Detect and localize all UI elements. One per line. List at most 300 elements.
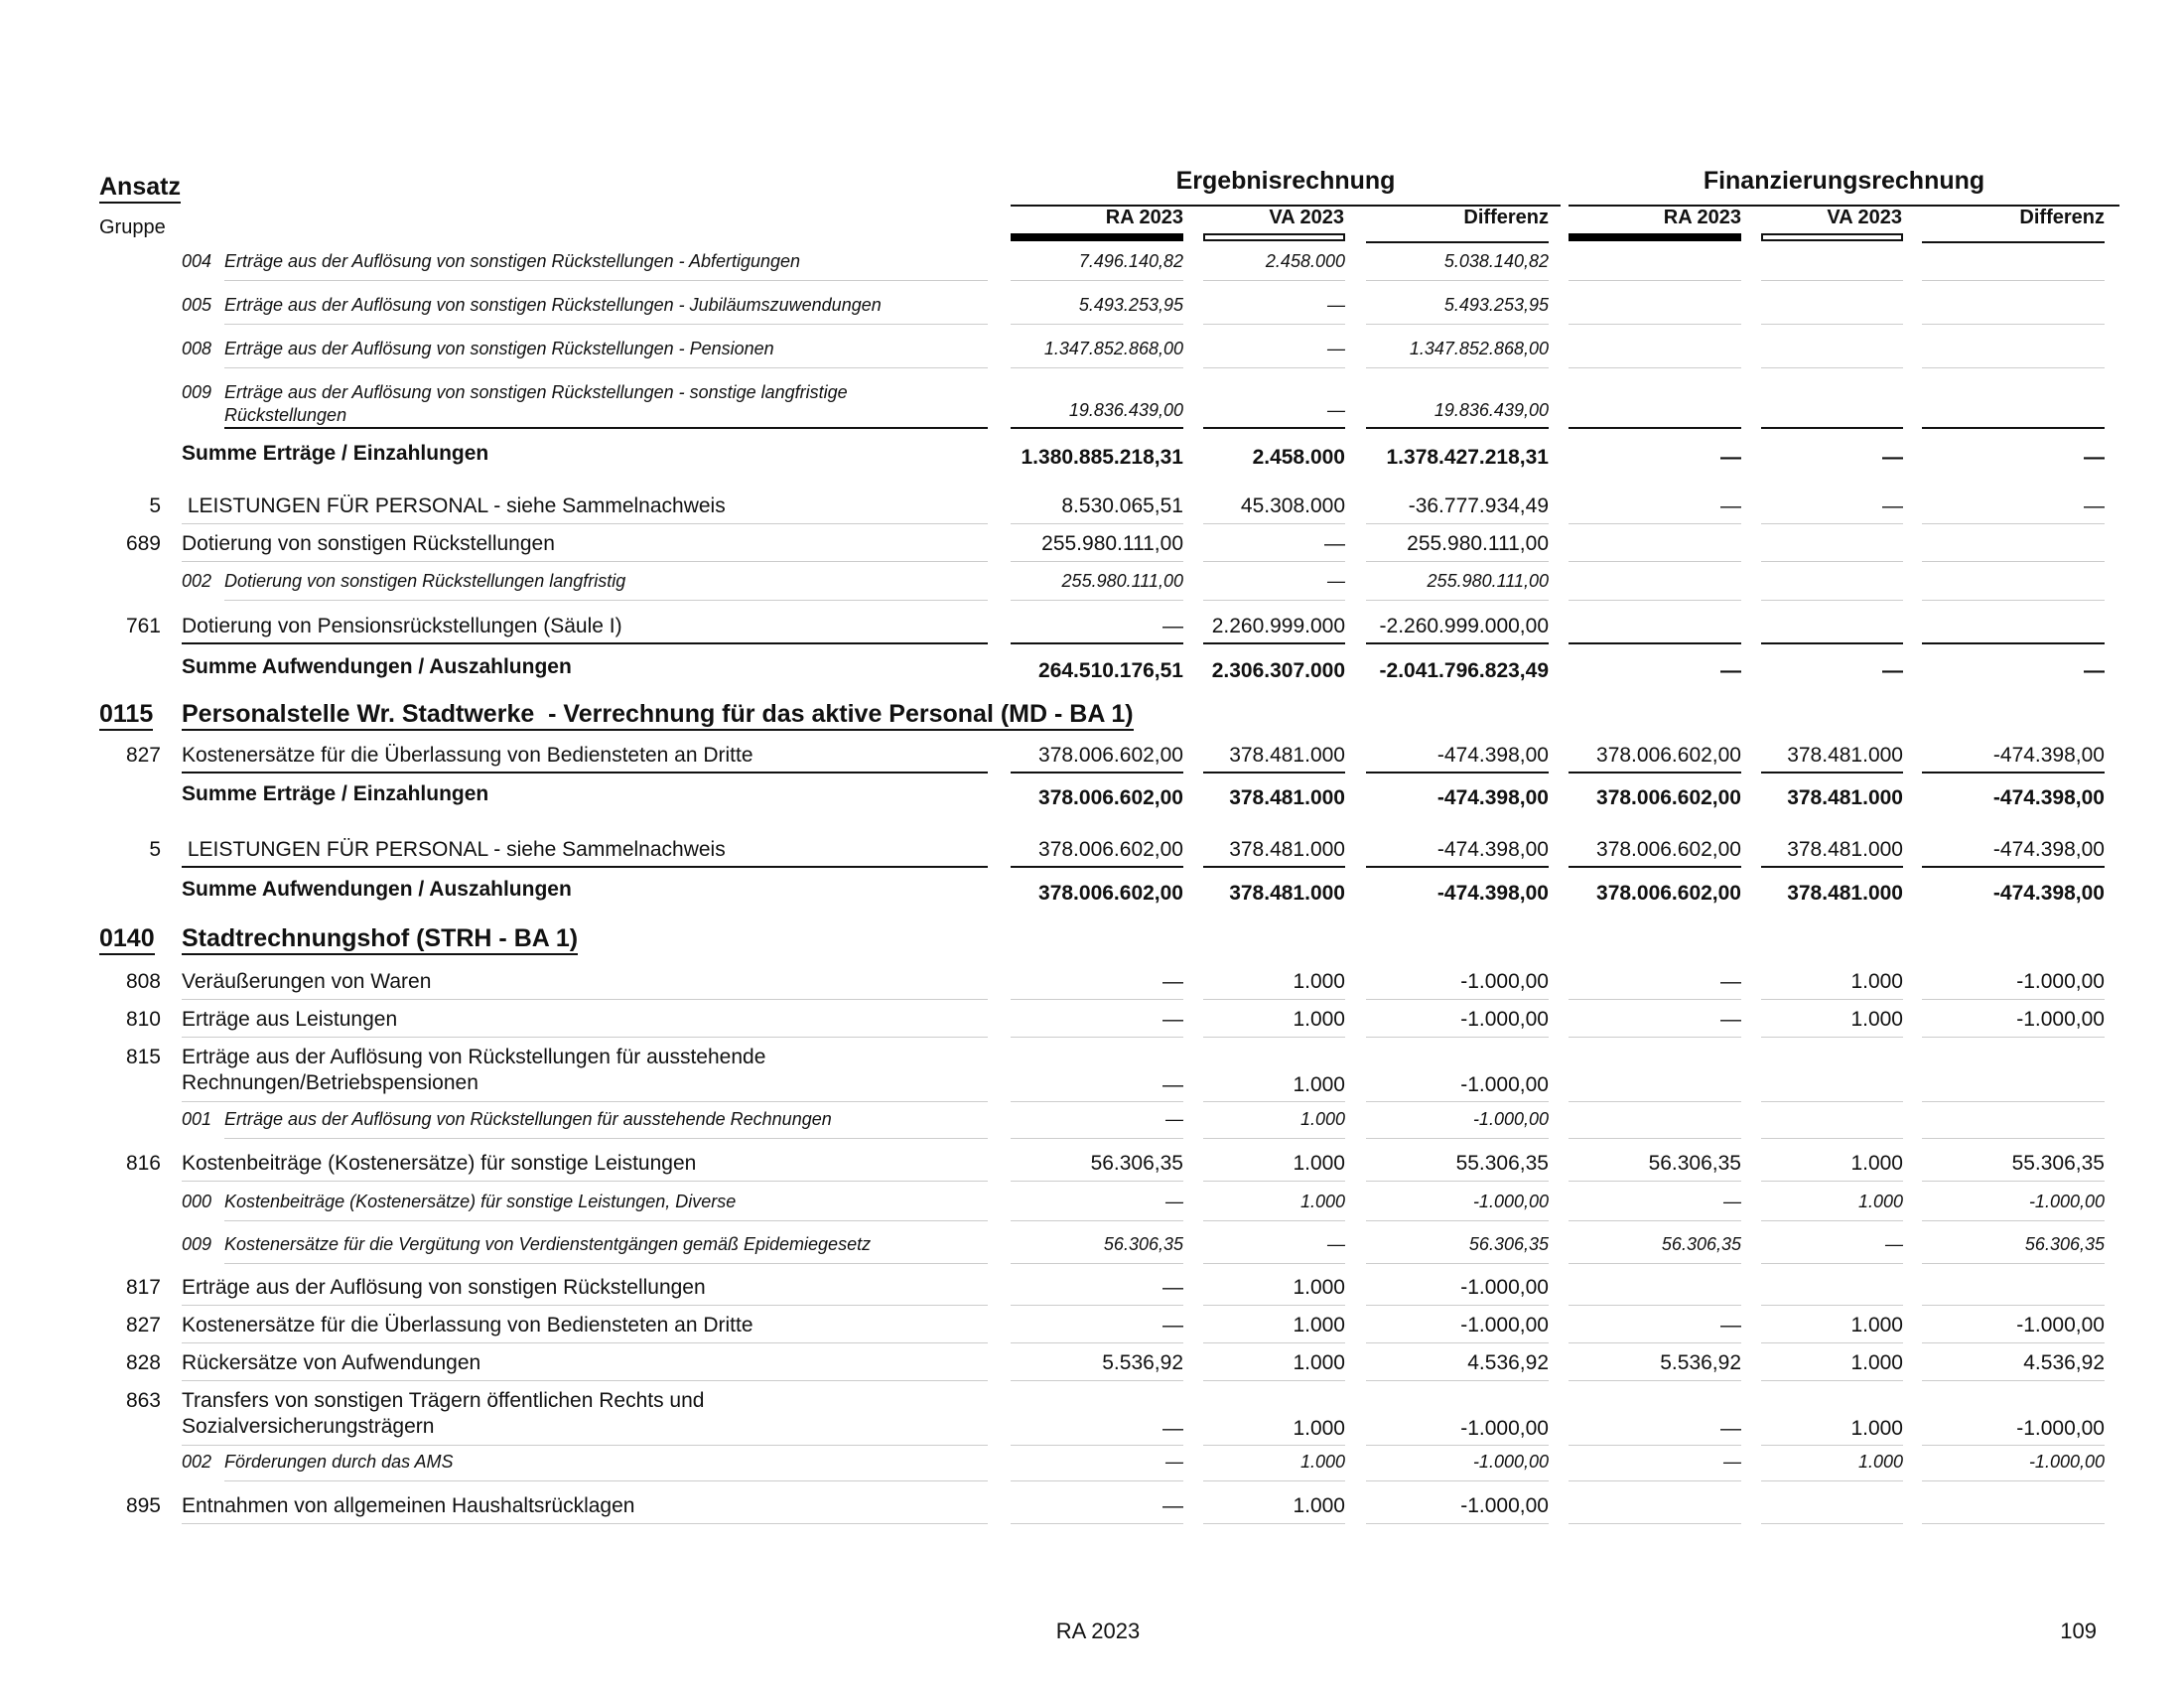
row-rule xyxy=(1922,1138,2105,1139)
group-code: 002 xyxy=(182,571,212,591)
value-cell: — xyxy=(2084,446,2105,469)
row-rule xyxy=(224,280,988,281)
row-rule xyxy=(182,1037,988,1038)
row-rule xyxy=(1011,999,1183,1000)
value-cell: — xyxy=(1720,494,1741,517)
row-rule xyxy=(1011,1220,1183,1221)
table-row xyxy=(0,1152,2184,1179)
value-cell: 1.000 xyxy=(1850,970,1903,993)
row-rule xyxy=(1569,561,1741,562)
row-rule xyxy=(1569,1305,1741,1306)
value-cell: 7.496.140,82 xyxy=(1078,251,1183,271)
value-cell: 255.980.111,00 xyxy=(1061,571,1183,591)
value-cell: 378.481.000 xyxy=(1229,838,1345,861)
row-label: Kostenersätze für die Vergütung von Verdienstentgängen gemäß Epidemiegesetz xyxy=(224,1234,872,1254)
row-rule xyxy=(1761,1305,1903,1306)
diff-bar-finanz xyxy=(1922,241,2105,243)
row-rule xyxy=(224,427,988,429)
group-code: 808 xyxy=(125,970,161,993)
row-rule xyxy=(1366,1138,1549,1139)
table-row xyxy=(0,1008,2184,1035)
row-rule xyxy=(1366,280,1549,281)
row-rule xyxy=(1761,1342,1903,1343)
value-cell: — xyxy=(1720,1314,1741,1336)
row-label: Rückersätze von Aufwendungen xyxy=(182,1351,481,1374)
row-rule xyxy=(1761,427,1903,429)
row-rule xyxy=(1922,1037,2105,1038)
value-cell: -2.260.999.000,00 xyxy=(1379,615,1549,637)
diff-bar-ergebnis xyxy=(1366,241,1549,243)
row-rule xyxy=(1011,1263,1183,1264)
row-rule xyxy=(1569,600,1741,601)
row-rule xyxy=(1761,1101,1903,1102)
col-ra-ergebnis: RA 2023 xyxy=(1105,207,1183,228)
row-rule xyxy=(1761,1445,1903,1446)
row-rule xyxy=(1366,523,1549,524)
row-rule xyxy=(1011,280,1183,281)
row-rule xyxy=(1011,367,1183,368)
section-title: Stadtrechnungshof (STRH - BA 1) xyxy=(182,923,578,955)
value-cell: 2.260.999.000 xyxy=(1211,615,1345,637)
table-row xyxy=(0,1452,2184,1478)
row-label: Erträge aus der Auflösung von sonstigen Rückstellungen - Jubiläumszuwendungen xyxy=(224,295,882,315)
row-label: Kostenbeiträge (Kostenersätze) für sonstige Leistungen, Diverse xyxy=(224,1192,737,1211)
value-cell: 1.000 xyxy=(1299,1452,1345,1472)
table-row xyxy=(0,1494,2184,1521)
value-cell: 5.493.253,95 xyxy=(1443,295,1549,315)
row-rule xyxy=(1761,1523,1903,1524)
value-cell: 378.006.602,00 xyxy=(1038,786,1183,809)
table-row xyxy=(0,532,2184,559)
value-cell: — xyxy=(1162,1417,1183,1440)
row-rule xyxy=(1761,280,1903,281)
value-cell: 1.000 xyxy=(1293,1073,1345,1096)
row-rule xyxy=(1922,642,2105,644)
value-cell: — xyxy=(1882,659,1903,682)
group-code: 810 xyxy=(125,1008,161,1031)
row-rule xyxy=(1922,1181,2105,1182)
value-cell: 1.000 xyxy=(1293,1314,1345,1336)
value-cell: -1.000,00 xyxy=(2016,1008,2105,1031)
value-cell: 55.306,35 xyxy=(2011,1152,2105,1175)
row-rule xyxy=(1011,324,1183,325)
row-rule xyxy=(1922,1380,2105,1381)
value-cell: 1.347.852.868,00 xyxy=(1409,339,1549,358)
row-rule xyxy=(1922,772,2105,774)
group-code: 827 xyxy=(125,744,161,767)
row-rule xyxy=(1011,427,1183,429)
row-rule xyxy=(1761,999,1903,1000)
value-cell: — xyxy=(1327,400,1345,420)
col-va-finanz: VA 2023 xyxy=(1827,207,1902,228)
value-cell: -1.000,00 xyxy=(1460,1276,1549,1299)
row-rule xyxy=(1922,324,2105,325)
value-cell: 378.481.000 xyxy=(1787,786,1903,809)
row-rule xyxy=(1922,1305,2105,1306)
value-cell: — xyxy=(1162,1276,1183,1299)
value-cell: — xyxy=(1162,1494,1183,1517)
row-rule xyxy=(1011,1101,1183,1102)
group-code: 004 xyxy=(182,251,212,271)
row-rule xyxy=(1569,642,1741,644)
sum-row xyxy=(0,442,2184,472)
row-rule xyxy=(1011,642,1183,644)
value-cell: — xyxy=(1162,1314,1183,1336)
row-rule xyxy=(182,1305,988,1306)
row-rule xyxy=(224,1220,988,1221)
row-rule xyxy=(1203,1101,1345,1102)
row-rule xyxy=(1366,324,1549,325)
row-rule xyxy=(1366,1101,1549,1102)
row-rule xyxy=(1761,1480,1903,1481)
row-rule xyxy=(1011,1523,1183,1524)
row-rule xyxy=(1761,772,1903,774)
value-cell: 2.458.000 xyxy=(1252,446,1345,469)
row-rule xyxy=(1011,866,1183,868)
value-cell: -1.000,00 xyxy=(1460,970,1549,993)
value-cell: — xyxy=(1165,1452,1183,1472)
row-rule xyxy=(1569,1445,1741,1446)
ra-bar-ergebnis xyxy=(1011,233,1183,241)
row-label: Erträge aus der Auflösung von Rückstellungen für ausstehende Rechnungen xyxy=(224,1109,832,1129)
row-rule xyxy=(1203,561,1345,562)
row-rule xyxy=(1203,1305,1345,1306)
value-cell: — xyxy=(1327,339,1345,358)
table-row xyxy=(0,1046,2184,1099)
value-cell: 1.000 xyxy=(1293,1417,1345,1440)
table-row xyxy=(0,251,2184,278)
value-cell: — xyxy=(1162,615,1183,637)
value-cell: 1.000 xyxy=(1293,1494,1345,1517)
row-rule xyxy=(1366,1305,1549,1306)
value-cell: 378.006.602,00 xyxy=(1038,882,1183,905)
value-cell: -474.398,00 xyxy=(1436,744,1549,767)
table-row xyxy=(0,1192,2184,1218)
row-rule xyxy=(1366,642,1549,644)
row-rule xyxy=(1761,1220,1903,1221)
row-rule xyxy=(1366,561,1549,562)
table-row xyxy=(0,1234,2184,1261)
value-cell: 5.038.140,82 xyxy=(1443,251,1549,271)
row-rule xyxy=(1569,1138,1741,1139)
value-cell: 4.536,92 xyxy=(1467,1351,1549,1374)
row-rule xyxy=(1203,1342,1345,1343)
row-rule xyxy=(1366,1263,1549,1264)
value-cell: 56.306,35 xyxy=(1661,1234,1741,1254)
row-rule xyxy=(1922,1342,2105,1343)
row-rule xyxy=(182,1101,988,1102)
value-cell: 1.000 xyxy=(1293,1351,1345,1374)
row-rule xyxy=(1922,523,2105,524)
group-code: 815 xyxy=(125,1046,161,1068)
row-label-continued: Rechnungen/Betriebspensionen xyxy=(182,1071,478,1094)
row-label: Dotierung von sonstigen Rückstellungen xyxy=(182,532,555,555)
row-rule xyxy=(1761,1181,1903,1182)
row-rule xyxy=(1203,280,1345,281)
row-rule xyxy=(1761,600,1903,601)
value-cell: 1.000 xyxy=(1293,1276,1345,1299)
section-row xyxy=(0,699,2184,735)
row-rule xyxy=(182,1181,988,1182)
row-rule xyxy=(1569,1220,1741,1221)
value-cell: — xyxy=(1720,970,1741,993)
row-rule xyxy=(1366,1181,1549,1182)
value-cell: 1.347.852.868,00 xyxy=(1043,339,1183,358)
row-rule xyxy=(1569,772,1741,774)
value-cell: 1.000 xyxy=(1850,1152,1903,1175)
value-cell: — xyxy=(1882,446,1903,469)
row-rule xyxy=(1203,642,1345,644)
table-row xyxy=(0,615,2184,641)
row-label: Erträge aus der Auflösung von sonstigen Rückstellungen - sonstige langfristige xyxy=(224,382,848,402)
value-cell: -1.000,00 xyxy=(1472,1192,1549,1211)
value-cell: -1.000,00 xyxy=(2028,1452,2105,1472)
row-rule xyxy=(1761,367,1903,368)
value-cell: 1.000 xyxy=(1857,1192,1903,1211)
va-bar-ergebnis xyxy=(1203,233,1345,241)
value-cell: 55.306,35 xyxy=(1455,1152,1549,1175)
section-row xyxy=(0,923,2184,959)
row-label: Summe Erträge / Einzahlungen xyxy=(182,782,489,805)
row-rule xyxy=(1569,1037,1741,1038)
value-cell: — xyxy=(1723,1192,1741,1211)
value-cell: -36.777.934,49 xyxy=(1408,494,1549,517)
row-rule xyxy=(1366,999,1549,1000)
row-rule xyxy=(1011,772,1183,774)
row-rule xyxy=(1922,866,2105,868)
group-code: 817 xyxy=(125,1276,161,1299)
row-rule xyxy=(1011,600,1183,601)
page-number: 109 xyxy=(2060,1618,2097,1643)
table-row xyxy=(0,494,2184,521)
value-cell: — xyxy=(1720,659,1741,682)
value-cell: 378.481.000 xyxy=(1787,882,1903,905)
row-rule xyxy=(1761,1037,1903,1038)
value-cell: -1.000,00 xyxy=(2016,1417,2105,1440)
value-cell: 378.006.602,00 xyxy=(1038,838,1183,861)
row-rule xyxy=(1366,367,1549,368)
table-row xyxy=(0,1109,2184,1136)
row-rule xyxy=(224,324,988,325)
row-rule xyxy=(224,1138,988,1139)
row-rule xyxy=(1366,1037,1549,1038)
row-rule xyxy=(1761,523,1903,524)
value-cell: 5.536,92 xyxy=(1102,1351,1183,1374)
row-rule xyxy=(1011,1138,1183,1139)
row-rule xyxy=(1366,427,1549,429)
row-rule xyxy=(1366,1342,1549,1343)
value-cell: 19.836.439,00 xyxy=(1433,400,1549,420)
group-code: 828 xyxy=(125,1351,161,1374)
row-rule xyxy=(182,523,988,524)
group-code: 001 xyxy=(182,1109,212,1129)
row-rule xyxy=(1922,600,2105,601)
value-cell: — xyxy=(1327,295,1345,315)
row-rule xyxy=(1366,1220,1549,1221)
section-title: Personalstelle Wr. Stadtwerke - Verrechnung für das aktive Personal (MD - BA 1) xyxy=(182,699,1134,731)
value-cell: 255.980.111,00 xyxy=(1427,571,1549,591)
value-cell: — xyxy=(1162,1073,1183,1096)
table-row xyxy=(0,382,2184,426)
value-cell: 264.510.176,51 xyxy=(1038,659,1183,682)
row-rule xyxy=(1011,1445,1183,1446)
value-cell: 378.481.000 xyxy=(1229,882,1345,905)
row-rule xyxy=(1011,1181,1183,1182)
row-rule xyxy=(1922,1263,2105,1264)
footer-label: RA 2023 xyxy=(1055,1618,1141,1643)
row-label-continued: Sozialversicherungsträgern xyxy=(182,1415,435,1438)
row-rule xyxy=(1922,1523,2105,1524)
value-cell: 1.000 xyxy=(1293,970,1345,993)
value-cell: — xyxy=(1162,1008,1183,1031)
row-rule xyxy=(1569,1181,1741,1182)
row-label: Förderungen durch das AMS xyxy=(224,1452,454,1472)
row-rule xyxy=(1366,866,1549,868)
row-rule xyxy=(1761,1263,1903,1264)
value-cell: 56.306,35 xyxy=(1468,1234,1549,1254)
value-cell: 378.006.602,00 xyxy=(1596,882,1741,905)
table-row xyxy=(0,571,2184,598)
row-label: Kostenersätze für die Überlassung von Bediensteten an Dritte xyxy=(182,1314,753,1336)
row-label: Dotierung von sonstigen Rückstellungen langfristig xyxy=(224,571,626,591)
value-cell: -1.000,00 xyxy=(2016,1314,2105,1336)
row-label: Summe Erträge / Einzahlungen xyxy=(182,442,489,465)
group-code: 009 xyxy=(182,1234,212,1254)
value-cell: 56.306,35 xyxy=(1103,1234,1183,1254)
value-cell: -1.000,00 xyxy=(1460,1494,1549,1517)
row-rule xyxy=(1922,999,2105,1000)
row-rule xyxy=(224,367,988,368)
row-rule xyxy=(1569,367,1741,368)
value-cell: 378.481.000 xyxy=(1229,744,1345,767)
value-cell: — xyxy=(1165,1109,1183,1129)
value-cell: 255.980.111,00 xyxy=(1407,532,1549,555)
row-rule xyxy=(1569,1263,1741,1264)
row-rule xyxy=(1366,772,1549,774)
group-code: 009 xyxy=(182,382,212,402)
row-label: Summe Aufwendungen / Auszahlungen xyxy=(182,878,572,901)
row-rule xyxy=(1203,600,1345,601)
row-label-continued: Rückstellungen xyxy=(224,405,347,425)
value-cell: 255.980.111,00 xyxy=(1041,532,1183,555)
row-rule xyxy=(224,1263,988,1264)
value-cell: 56.306,35 xyxy=(1090,1152,1183,1175)
row-rule xyxy=(1203,1138,1345,1139)
value-cell: 1.000 xyxy=(1850,1314,1903,1336)
row-rule xyxy=(1761,866,1903,868)
value-cell: — xyxy=(1327,1234,1345,1254)
value-cell: 56.306,35 xyxy=(1648,1152,1741,1175)
group-code: 689 xyxy=(125,532,161,555)
row-rule xyxy=(1203,1380,1345,1381)
row-rule xyxy=(1761,561,1903,562)
row-rule xyxy=(1366,600,1549,601)
sum-row xyxy=(0,655,2184,685)
value-cell: -474.398,00 xyxy=(1436,882,1549,905)
row-rule xyxy=(1366,1445,1549,1446)
row-rule xyxy=(182,772,988,774)
value-cell: — xyxy=(1324,532,1345,555)
row-rule xyxy=(1203,772,1345,774)
row-label: Dotierung von Pensionsrückstellungen (Säule I) xyxy=(182,615,622,637)
section-code: 0140 xyxy=(99,923,155,955)
row-rule xyxy=(224,1480,988,1481)
group-code: 827 xyxy=(125,1314,161,1336)
sum-row xyxy=(0,782,2184,812)
value-cell: -474.398,00 xyxy=(1992,744,2105,767)
value-cell: 378.481.000 xyxy=(1787,744,1903,767)
value-cell: -1.000,00 xyxy=(2016,970,2105,993)
group-code: 761 xyxy=(125,615,161,637)
value-cell: — xyxy=(1165,1192,1183,1211)
value-cell: 1.000 xyxy=(1293,1008,1345,1031)
row-label: Kostenersätze für die Überlassung von Bediensteten an Dritte xyxy=(182,744,753,767)
value-cell: 1.000 xyxy=(1850,1351,1903,1374)
row-rule xyxy=(1922,367,2105,368)
row-rule xyxy=(1922,561,2105,562)
table-row xyxy=(0,295,2184,322)
row-label: Erträge aus der Auflösung von sonstigen Rückstellungen xyxy=(182,1276,706,1299)
row-rule xyxy=(1011,1342,1183,1343)
col-diff-ergebnis: Differenz xyxy=(1463,207,1549,228)
value-cell: — xyxy=(1720,1417,1741,1440)
row-rule xyxy=(1761,1138,1903,1139)
value-cell: 45.308.000 xyxy=(1240,494,1345,517)
row-rule xyxy=(1569,1380,1741,1381)
value-cell: — xyxy=(1720,446,1741,469)
value-cell: 378.481.000 xyxy=(1229,786,1345,809)
value-cell: 8.530.065,51 xyxy=(1061,494,1183,517)
value-cell: -474.398,00 xyxy=(1992,786,2105,809)
table-row xyxy=(0,1351,2184,1378)
row-rule xyxy=(1922,1480,2105,1481)
finanzierungsrechnung-title: Finanzierungsrechnung xyxy=(1703,167,1985,195)
value-cell: 1.000 xyxy=(1299,1109,1345,1129)
row-rule xyxy=(1366,1380,1549,1381)
value-cell: -2.041.796.823,49 xyxy=(1379,659,1549,682)
row-rule xyxy=(1011,523,1183,524)
row-rule xyxy=(1011,561,1183,562)
value-cell: — xyxy=(2084,659,2105,682)
row-rule xyxy=(182,561,988,562)
value-cell: 1.380.885.218,31 xyxy=(1021,446,1183,469)
group-code: 863 xyxy=(125,1389,161,1412)
value-cell: 378.481.000 xyxy=(1787,838,1903,861)
row-rule xyxy=(1366,1523,1549,1524)
table-row xyxy=(0,339,2184,365)
value-cell: — xyxy=(2084,494,2105,517)
row-rule xyxy=(1569,1342,1741,1343)
value-cell: 1.000 xyxy=(1850,1417,1903,1440)
value-cell: 378.006.602,00 xyxy=(1038,744,1183,767)
value-cell: -1.000,00 xyxy=(2028,1192,2105,1211)
table-row xyxy=(0,838,2184,865)
row-rule xyxy=(1569,427,1741,429)
row-rule xyxy=(224,600,988,601)
row-label: Kostenbeiträge (Kostenersätze) für sonstige Leistungen xyxy=(182,1152,697,1175)
row-rule xyxy=(1569,324,1741,325)
row-rule xyxy=(1922,280,2105,281)
row-rule xyxy=(182,1380,988,1381)
table-row xyxy=(0,970,2184,997)
value-cell: 1.000 xyxy=(1299,1192,1345,1211)
group-code: 005 xyxy=(182,295,212,315)
group-code: 008 xyxy=(182,339,212,358)
row-label: Transfers von sonstigen Trägern öffentlichen Rechts und xyxy=(182,1389,705,1412)
value-cell: -474.398,00 xyxy=(1436,786,1549,809)
value-cell: 5.493.253,95 xyxy=(1078,295,1183,315)
value-cell: -1.000,00 xyxy=(1460,1314,1549,1336)
